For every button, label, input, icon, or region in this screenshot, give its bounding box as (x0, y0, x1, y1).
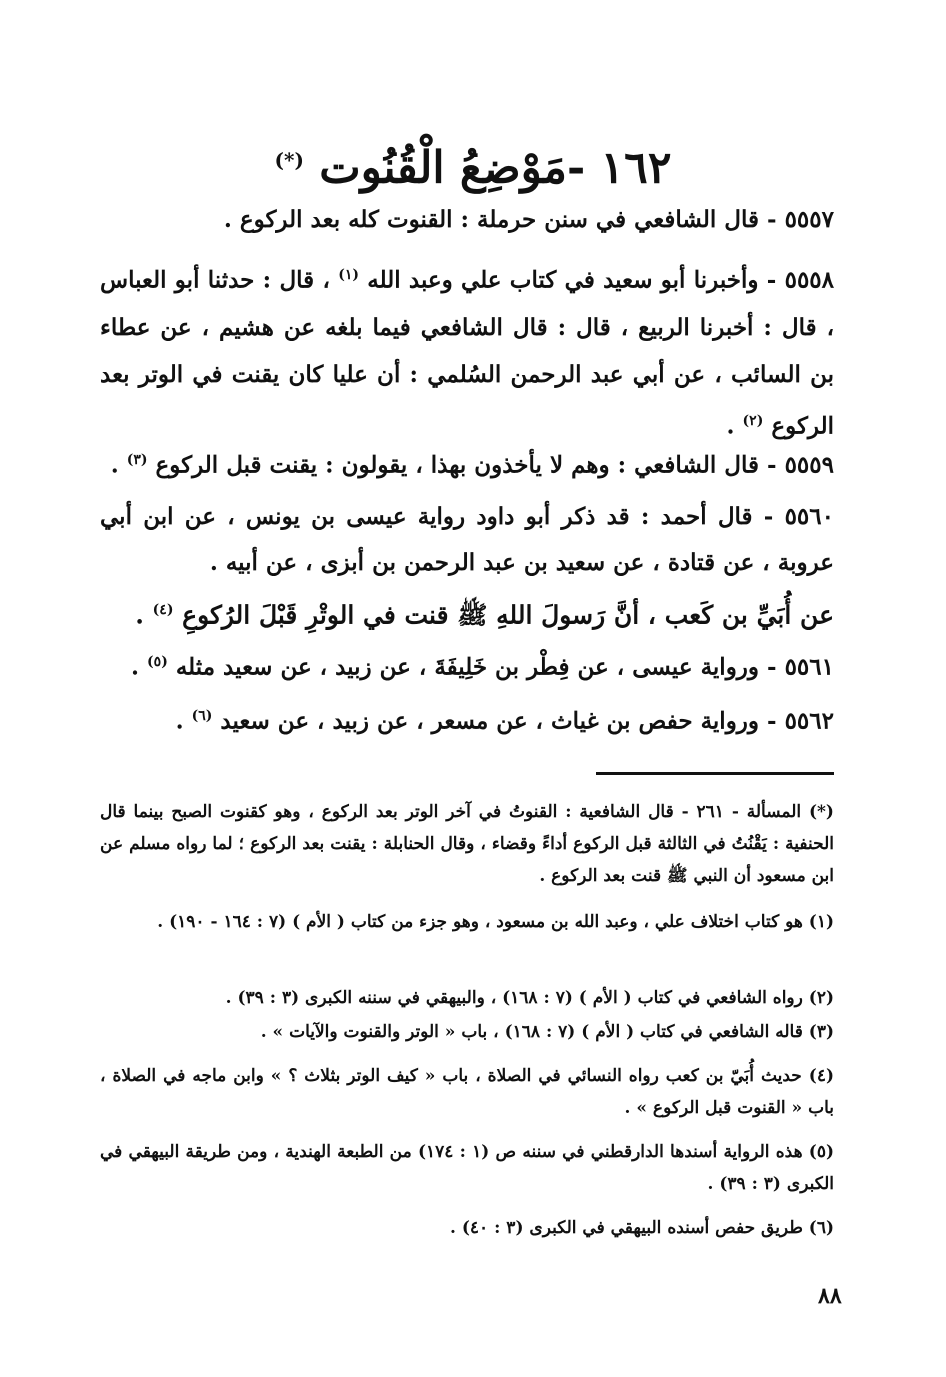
page-number: ٨٨ (818, 1283, 842, 1309)
paragraph-text: ٥٥٥٩ - قال الشافعي : وهم لا يأخذون بهذا ، يقولون : يقنت قبل الركوع (155, 451, 834, 479)
footnote-6 (100, 1212, 834, 1244)
footnote-text: (٤) حديث أُبَيّ بن كعب رواه النسائي في الصلاة ، باب « كيف الوتر بثلاث ؟ » وابن ماجه في الصلاة ، باب « القنوت قبل الركوع » . (100, 1066, 834, 1118)
footnote-separator (596, 772, 834, 775)
paragraph-text: ٥٥٥٨ - وأخبرنا أبو سعيد في كتاب علي وعبد الله (367, 266, 835, 294)
paragraph-text: عن أُبَيِّ بن كَعب ، أنَّ رَسولَ اللهِ ﷺ قنت في الوتْرِ قَبْلَ الرُكوعِ (182, 600, 834, 630)
footnote-text: (٣) قاله الشافعي في كتاب ( الأم ) (٧ : ١٦٨) ، باب « الوتر والقنوت والآيات » . (260, 1022, 834, 1042)
paragraph-end: . (110, 451, 119, 479)
footnote-ref: (١) (338, 267, 359, 283)
chapter-title (100, 128, 846, 192)
footnote-2 (100, 982, 834, 1014)
hadith-text (100, 590, 834, 635)
paragraph-text: ٥٥٦١ - ورواية عيسى ، عن فِطْر بن خَلِيفَةَ ، عن زبيد ، عن سعيد مثله (175, 653, 834, 681)
paragraph-5559 (100, 440, 834, 486)
footnote-5 (100, 1136, 834, 1200)
paragraph-text: ٥٥٥٧ - قال الشافعي في سنن حرملة : القنوت كله بعد الركوع . (223, 206, 834, 233)
paragraph-5562 (100, 696, 834, 742)
footnote-ref: (٢) (742, 412, 764, 429)
paragraph-end: . (135, 600, 144, 630)
paragraph-end: . (726, 412, 735, 440)
paragraph-5558 (100, 252, 834, 449)
footnote-star (100, 796, 834, 892)
footnote-ref: (٤) (152, 602, 174, 618)
paragraph-end: . (131, 653, 140, 681)
paragraph-text: ٥٥٦٠ - قال أحمد : قد ذكر أبو داود رواية عيسى بن يونس ، عن ابن أبي عروبة ، عن قتادة ، عن سعيد بن عبد الرحمن بن أبزى ، عن أبيه . (100, 503, 834, 576)
paragraph-text: ٥٥٦٢ - ورواية حفص بن غياث ، عن مسعر ، عن زبيد ، عن سعيد (220, 707, 834, 735)
footnote-text: (١) هو كتاب اختلاف علي ، وعبد الله بن مسعود ، وهو جزء من كتاب ( الأم ) (٧ : ١٦٤ - ١٩٠) . (157, 912, 834, 932)
footnote-text: (٥) هذه الرواية أسندها الدارقطني في سننه ص (١ : ١٧٤) من الطبعة الهندية ، ومن طريقة البيهقي في الكبرى (٣ : ٣٩) . (100, 1142, 834, 1194)
paragraph-end: . (175, 707, 184, 735)
footnote-text: (٢) رواه الشافعي في كتاب ( الأم ) (٧ : ١٦٨) ، والبيهقي في سننه الكبرى (٣ : ٣٩) . (225, 988, 834, 1008)
footnote-3 (100, 1016, 834, 1048)
footnote-1 (100, 906, 834, 938)
paragraph-5557 (100, 200, 834, 240)
paragraph-5560 (100, 494, 834, 586)
chapter-title-footnote-mark: (*) (274, 148, 304, 172)
paragraph-text-continued: ، قال : حدثنا أبو العباس ، قال : أخبرنا الربيع ، قال : قال الشافعي فيما بلغه عن هشيم ، عن عطاء بن السائب ، عن أبي عبد الرحمن السُلمي : أن عليا كان يقنت في الوتر بعد الركوع (100, 266, 834, 440)
paragraph-5561 (100, 642, 834, 688)
footnote-text: (٦) طريق حفص أسنده البيهقي في الكبرى (٣ : ٤٠) . (450, 1218, 834, 1238)
footnote-4 (100, 1060, 834, 1124)
footnote-text: (*) المسألة - ٢٦١ - قال الشافعية : القنوتُ في آخر الوتر بعد الركوع ، وهو كقنوت الصبح بينما قال الحنفية : يَقْنُتُ في الثالثة قبل الركوع أداءً وقضاء ، وقال الحنابلة : يقنت بعد الركوع ؛ لما رواه مسلم عن ابن مسعود أن النبي ﷺ قنت بعد الركوع . (100, 802, 834, 886)
chapter-title-text: ١٦٢ -مَوْضِعُ الْقُنُوت (319, 142, 672, 194)
footnote-ref: (٣) (126, 452, 148, 468)
footnote-ref: (٦) (191, 708, 213, 724)
footnote-ref: (٥) (147, 654, 168, 670)
